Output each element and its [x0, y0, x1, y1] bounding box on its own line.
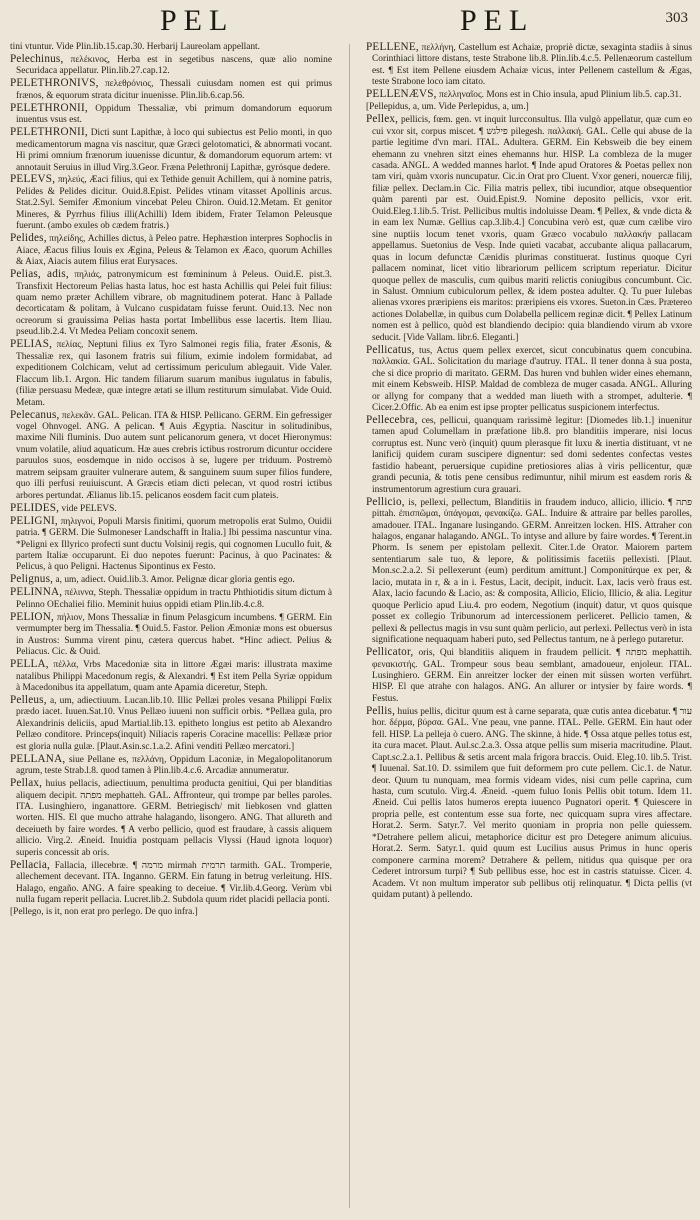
- entry-headword: PELLENE,: [366, 42, 419, 53]
- dictionary-entry: [366, 89, 692, 101]
- left-column: [10, 42, 332, 1210]
- running-header: [0, 4, 700, 38]
- entry-headword: Pelechinus,: [10, 52, 64, 65]
- dictionary-entry: [10, 339, 332, 409]
- dictionary-entry: [366, 497, 692, 647]
- dictionary-entry: [10, 54, 332, 78]
- entry-text: πηλεύς, Æaci filius, qui ex Tethide genuit Achillem, qui à nomine patris, Pelides & Pelides dicitur. Ouid.8.Epist. Pelides vtinam vitasset Apollinis arcus. Stat.2.Syl. Semifer Æmonium vincebat Peleu Chiron. Ouid.12.Metam. Et genitor Mineres, & Pyrrhus filius illi(Achilli) Idem ibidem, Frater Telamon Peleusque fuerunt. (ambo exules ob cædem fratris.): [16, 175, 332, 232]
- entry-headword: Pelleus,: [10, 693, 47, 706]
- entry-text: Fallacia, illecebræ. ¶ מרמה mirmah תרמית tarmith. GAL. Tromperie, allechement decevant. ITA. Inganno. GERM. Ein fatung in betrug verleitung. HIS. Halago, engaño. ANG. A faire speaking to deceiue. ¶ Vir.lib.4.Georg. Verùm vbi nulla fugam reperit pellacia. Lucret.lib.2. Subdola quum ridet placidi pellacia ponti.: [16, 860, 332, 906]
- entry-text: tus, Actus quem pellex exercet, sicut concubinatus quem concubina. παλλακία. GAL. Solicitation du mariage d'autruy. ITAL. Il tener donna à sua posta, che si dice proprio di maritato. GERM. Das huren vnd buhlen wider eines ehemann, mit einem Kebsweib. HISP. Maldad de combleza de muger casada. ANGL. Alluring or allyng for company that a wedded man liueth with a strompet, adulterie. ¶ Cicer.2.Offic. Ab ea enim est ipse propter pellicatus suspicionem interfectus.: [372, 345, 692, 414]
- column-divider: [349, 44, 350, 1208]
- entry-text: Dicti sunt Lapithæ, à loco qui subiectus est Pelio monti, in quo medicamentorum magna vis nascitur, quæ Græci gelotomatici, & abnormati vocant. Hi primi omnium frænorum iuuenisse dicuntur, & domandorum equorum artem: vt annotauit Seruius in illud Virg.3.Geor. Fræna Pelethronij Lapithæ, gyrósque dedere.: [16, 128, 332, 173]
- entry-text: is, pellexi, pellectum, Blanditiis in fraudem induco, allicio, illicio. ¶ פתה pittah. ἐπισπῶμαι, ὑπάγομαι, φενακίζω. GAL. Induire & attraire par belles parolles, amadouer. ITAL. Inganare lusingando. GERM. Anreitzen locken. HIS. Attraher con halagos, enganar halagando. ANGL. To intyse and allure by faire wordes. ¶ Terent.in Phorm. Is senem per epistolam pellexit. Citer.1.de Orator. Maiorem partem sententiarum sale tuo, & lepore, & politissimis facetiis pellexisti. [Plaut. Mon.sc.2.a.2. Si pellexerunt (eum) perditum amittunt.] Componitúrque ex per, & lacio, mutata in r, & a in i. Festus, Lacit, decipit, inducit. Lax, lacis verò fraus est. Alax, lacio facundo & Lacio, as: & composita, Allicio, Elicio, Illicio, & alia. Legitur quoque Perlicio apud Liu.4. pro eodem, Negotium (inquit) datur, vt quos quisque posset ex collegio Tribunorum ad intercessionem perliceret. Pellicio tamen, & pellexi & pellectus magis in vsu sunt quàm perlicio, aut perlexi. Pellectus verò in ista significatione nequaquam haberi puto, sed Pellectus tantum, ne à perlego putaretur.: [372, 497, 692, 646]
- entry-text: πελληναῖος. Mons est in Chio insula, apud Plinium lib.5. cap.31.: [439, 90, 682, 101]
- entry-text: πήλιον, Mons Thessaliæ in finum Pelasgicum incumbens. ¶ GERM. Ein vermumpter berg im Thessalia. ¶ Ouid.5. Fastor. Pelion Æmoniæ mons est obuersus in Austros: Summa virent pinu, cætera quercus habet. *Hinc adiect. Pelius & Peliacus. Cic. & Ouid.: [16, 612, 332, 658]
- entry-text: πελέκινος, Herba est in segetibus nascens, quæ alio nomine Securidaca appellatur. Plin.lib.27.cap.12.: [16, 54, 332, 77]
- entry-headword: Pelias, adis,: [10, 268, 69, 281]
- entry-headword: PELETHRONIVS,: [10, 77, 99, 90]
- entry-headword: PELLENÆVS,: [366, 88, 437, 101]
- dictionary-entry: [366, 114, 692, 344]
- entry-text: tini vtuntur. Vide Plin.lib.15.cap.30. Herbarij Laureolam appellant.: [10, 42, 260, 52]
- dictionary-entry: [10, 174, 332, 232]
- dictionary-entry: [10, 587, 332, 611]
- entry-headword: PELETHRONII,: [10, 101, 88, 114]
- entry-text: huius pellacis, adiectiuum, penultima producta genitiui, Qui per blanditias aliquem decipit. מפתה mephatteh. GAL. Affronteur, qui trompe par belles paroles. ITA. Lusinghiero, inganattore. GERM. Betriegisch/ mit liebkosen vnd glatten worten. HIS. El que mucho attrahe halagando, lisongero. ANG. That allureth and deceiueth by faire wordes. ¶ A verbo pellicio, quod est fraudare, à cassis aliquem allicio. Virg.2. Æneid. Inuidia postquam pellacis Vlyssi (Haud ignota loquor) superis concessit ab oris.: [16, 779, 332, 858]
- dictionary-entry: [10, 503, 332, 515]
- entry-text: vide PELEVS.: [61, 503, 117, 514]
- entry-text: siue Pellane es, πελλάνη, Oppidum Laconiæ, in Megalopolitanorum agrum, teste Strab.l.8. quod tamen à Plin.lib.4.c.6. Arcadiæ annumeratur.: [16, 754, 332, 777]
- dictionary-entry: [366, 706, 692, 902]
- dictionary-entry: [10, 659, 332, 694]
- dictionary-entry: [10, 778, 332, 859]
- dictionary-entry: [10, 574, 332, 586]
- dictionary-entry: [10, 78, 332, 102]
- entry-text: πέλλα, Vrbs Macedoniæ sita in littore Ægæi maris: illustrata maxime natalibus Philippi Macedonum regis, & Alexandri. ¶ Est item Pella Syriæ oppidum à Macedonibus ita appellatum, quam ante Apamia diceretur, Steph.: [16, 660, 332, 693]
- entry-text: πελλήνη, Castellum est Achaiæ, propriè dictæ, sexaginta stadiis à sinus Corinthiaci littore distans, teste Strabone lib.8. Plin.lib.4.c.5. Pellenæorum castellum est. ¶ Est item Pellene eiusdem Achaiæ vicus, inter Pellenem castellum & Ægas, teste Strabone loco iam citato.: [372, 43, 692, 88]
- dictionary-entry: [366, 647, 692, 705]
- dictionary-entry: [366, 42, 692, 89]
- entry-headword: PELIAS,: [10, 338, 53, 351]
- entry-text: [Pellepidus, a, um. Vide Perlepidus, a, um.]: [366, 102, 529, 113]
- dictionary-entry: [10, 695, 332, 753]
- entry-text: πελίας, Neptuni filius ex Tyro Salmonei regis filia, frater Æsonis, & Thessaliæ rex, qui Iasonem fratris sui filium, eximie indolem formidabat, ad expeditionem Colchicam, velut ad certissimum periculum ablegauit. Vide Valer. Flaccum lib.1. Argon. Hic tandem filiarum suarum manibus iugulatus in fabulis, (filiæ persuasu Medeæ, quæ integre ætati se illum restiturum simulabat. Vide Ouid. Metam.: [16, 340, 332, 408]
- dictionary-entry: [10, 860, 332, 907]
- entry-text: πελεθρόνιος, Thessali cuiusdam nomen est qui primus frænos, & equorum strata dicitur inuenisse. Plin.lib.6.cap.56.: [16, 79, 332, 101]
- dictionary-entry: [10, 233, 332, 268]
- page-number: 303: [665, 10, 688, 26]
- entry-text: pellicis, fœm. gen. vt inquit lurcconsultus. Illa vulgò appellatur, quæ cum eo cui vxor sit, corpus miscet. ¶ פילגש pilegesh. παλλακή. GAL. Celle qui abuse de la partie legitime d'vn mari. ITAL. Adultera. GERM. Ein Kebsweib die bey einem ehemann zu vnehren sitzt eines ehemanns hur. HISP. La combleza de la muger casada. ANGL. A wedded mannes harlot. ¶ Inde apud Oratores & Poetas pellex non tam viri, quàm vxoris nuncupatur. Cic.in Orat pro Cluent. Vxor generi, nouercæ filij, filiæ pellex. Declam.in Cic. Filia matris pellex, tibi iucundior, atque obsequentior quàm parenti par est. Ouid.Epist.9. Nomine deposito pellicis, vxor erit. Ouid.Eleg.1.lib.5. Trist. Pellicibus multis indoluisse Deam. ¶ Pellex, & vnde dicta & in eam lex Numæ. Gellius cap.3.lib.4.] Concubina verò est, quæ cum cælibe viro sine nuptiis locum tenet vxoris, quam Græco vocabulo παλλακήν pallacam appellamus. Suetonius de Vesp. Inde quieti vacabat, accubante aliqua pallacarum, quas in locum defunctæ Cænidis plurimas constituerat. Iustinus quoque Cyri pallacem nominat, licet vitio librariorum pellicem scriptum reperiatur. Dicitur quoque pellex de masculis, cum quibus mariti relictis coniugibus concumbunt. Cic. in Salust. Omnium cubiculorum pellex, & idem postea adulter. Q. Tu puer Iulebas alienas vxores præripiens eis maritos: præripiens eis vxores. Sueton.in Cæs. Prætereo actiones Dolabellæ, in quibus cum Dolabella pellicem reginæ dicit. ¶ Pellex Latinum nomen est à pellico, quòd est blandiendo decipio: quia blandiendo virum ab vxore seducit. [Vide Vallam. libr.6. Eleganti.]: [372, 115, 692, 343]
- entry-text: πηλείδης, Achilles dictus, à Peleo patre. Hephæstion interpres Sophoclis in Aiace, Æacus filius Iouis ex Ægina, Peleus & Telamon ex Æaco, quorum Achilles & Aiax, Aiacis autem filius erat Eurysaces.: [16, 234, 332, 268]
- dictionary-entry: [10, 269, 332, 339]
- entry-headword: Pellicator,: [366, 646, 414, 659]
- right-column: [366, 42, 692, 1210]
- dictionary-entry: [10, 103, 332, 127]
- entry-text: a, um, adiect. Ouid.lib.3. Amor. Pelignæ dicar gloria gentis ego.: [55, 575, 295, 586]
- entry-headword: PELEVS,: [10, 173, 56, 186]
- entry-headword: Pellex,: [366, 113, 399, 126]
- entry-headword: PELIGNI,: [10, 514, 58, 527]
- dictionary-entry: [366, 345, 692, 415]
- entry-headword: PELION,: [10, 610, 54, 623]
- entry-headword: Pelignus,: [10, 573, 54, 586]
- entry-text: oris, Qui blanditiis aliquem in fraudem pellicit. ¶ מפתה mephattih. φενακιστής. GAL. Trompeur sous beau semblant, amadoueur, enjoleur. ITAL. Lusinghiero. GERM. Ein anreitzer locker der einen mit süssen worten verführt. HISP. El que atrahe con halagos. ANG. An allurer or intysier by faire words. ¶ Festus.: [372, 648, 692, 704]
- dictionary-entry: [10, 754, 332, 778]
- entry-headword: Pellicatus,: [366, 343, 415, 356]
- dictionary-entry: [10, 907, 332, 918]
- entry-headword: Pellicio,: [366, 495, 405, 508]
- dictionary-entry: [366, 102, 692, 113]
- dictionary-entry: [10, 42, 332, 53]
- entry-headword: Pelecanus,: [10, 408, 60, 421]
- entry-headword: PELETHRONII,: [10, 126, 88, 139]
- dictionary-entry: [10, 612, 332, 659]
- entry-headword: Pellecebra,: [366, 414, 418, 426]
- dictionary-entry: [10, 410, 332, 503]
- entry-headword: Pellax,: [10, 777, 43, 790]
- entry-text: ces, pellicui, quanquam rarissimè legitur: [Diomedes lib.1.] inuenitur tamen apud Columellam in præfatione lib.8. pro blanditiis imperare, nisi locus corruptus est. Nunc verò (inquit) quum plerasque fit luxu & inertia distituant, vt ne lanificij quidem curam suscipere dignentur: sed domi sedentes confectas vestes fastidio habeant, peruersique cupidine pretiosiores alias à viris pellicentur, quæ grandi pecunia, & totis pene censibus redimuntur, nihil mirum est easdem roris & instrumentorum agrestium cura grauari.: [372, 416, 692, 495]
- entry-text: πηλιάς, patronymicum est fœmininum à Peleus. Ouid.E. pist.3. Transfixit Hectoreum Pelias hasta latus, hoc est hasta Achillis qui Pelei fuit filius: quam nemo præter Achillem vibrare, ob magnitudinem poterat. Hanc à Pallade decorticatam & politam, à Vulcano cuspidatam fuisse ferunt. Ouid.13. Nec non ocreorum si grauissima Pelias hasta portat Imbellibus esse lacertis. Item Iliau. pseud.lib.2.4. Vt Medea Peliam concoxit senem.: [16, 270, 332, 338]
- dictionary-entry: [10, 516, 332, 574]
- entry-text: a, um, adiectiuum. Lucan.lib.10. Illic Pellæi proles vesana Philippi Fœlix prædo iacet. Iuuen.Sat.10. Vnus Pellæo iuueni non sufficit orbis. *Pellæa gula, pro Alexandrinis deliciis, apud Martial.lib.13. epitheto longius est petito ab Alexandro Pellæo conditore. Princeps(inquit) Niliacis raperis Coracine macellis: Pellææ prior est gloria nulla gulæ. [Plaut.Asin.sc.1.a.2. Afini venditi Pellæo mercatori.]: [16, 695, 332, 752]
- header-left-word: PEL: [160, 4, 235, 37]
- entry-headword: PELLANA,: [10, 752, 66, 765]
- entry-text: πέλιννα, Steph. Thessaliæ oppidum in tractu Phthiotidis situm dictum à Pelinno OEchaliei filio. Meminit huius oppidi etiam Plin.lib.4.c.8.: [16, 588, 332, 610]
- entry-text: πελεκᾶν. GAL. Pelican. ITA & HISP. Pellicano. GERM. Ein gefressiger vogel Ohnvogel. ANG. A pelican. ¶ Auis Ægyptia. Nascitur in solitudinibus, maxime Nili fluminis. Duo autem sunt pelicanorum genera, vt docet Hieronymus: vnum volatile, aliud aquaticum. Hæ aues crebris ictibus rostrorum dicuntur occidere paruulos suos, eosdemque in nido occisos à se, lugere per triduum. Postremò matrem seipsam grauiter vulnerare autem, & sanguinem suum super filios fundere, quo illi perfusi reuiuiscunt. A Græcis etiam dicti pelecan, vt quod rostri ictibus arbores pertundat. Ælianus lib.15. pelicanos eosdem facit cum plateis.: [16, 410, 332, 501]
- entry-headword: Pelides,: [10, 232, 47, 245]
- entry-text: Oppidum Thessaliæ, vbi primum domandorum equorum inuentus vsus est.: [16, 103, 332, 126]
- dictionary-entry: [10, 127, 332, 174]
- entry-text: πηλιγνοί, Populi Marsis finitimi, quorum metropolis erat Sulmo, Ouidii patria. ¶ GERM. Die Sulmoneser Landschafft in Italia.] Ibi pessima nascuntur vina. *Peligni ex Illyrico profecti sunt ductu Volsinij regis, qui cognomen Lucullo fuit, & partem Italiæ occuparunt. Ei duo nepotes fuerunt: Pacinus, à quo Pacinates: & Pelicus, à quo Peligni. Hactenus Sipontinus ex Festo.: [16, 516, 332, 573]
- entry-text: huius pellis, dicitur quum est à carne separata, quæ cutis antea dicebatur. ¶ עור hor. δέρμα, βύρσα. GAL. Vne peau, vne panne. ITAL. Pelle. GERM. Ein haut oder fell. HISP. La pelleja ò cuero. ANG. The skinne, à hide. ¶ Ossa atque pelles totus est, ita cura macet. Plaut. Aul.sc.2.a.3. Ossa atque pellis sum miseria macritudine. Plaut. Capt.sc.2.a.1. Pellibus & setis arcent mala frigora braccis. Ouid. Eleg.10. lib.5. Trist. ¶ Iuuenal. Sat.10. D. ssimilem que fuit deformem pro cute pellem. Cic.1. de Natur. deor. Quum tu nunquam, mea formis videam vides, nisi cum pelle caprina, cum hasta, cum scutulo. Virg.4. Æneid. -quem fuluo Ionis Pellis obit totum. Idem 11. Æneid. Cui pellis latos humeros erepta iuuenco Pugnatori operit. ¶ Quiescere in propria pelle, est contentum esse sua forte, nec quicquam supra vires affectare. Horat.2. Serm. Satyr.7. Vel merito quoniam in propria non pelle quiessem. *Detrahere pellem alicui, metaphorice dicitur est pro Detegere animum alicuius. Horat.2. Serm. Satyr.1. quid quum est Lucilius ausus Primus in hunc operis componere carmina morem? Detrahere & pellem, nitidus qua quisque per ora Cederet introrsum turpi? ¶ Sub pellibus esse, hoc est in castris statuisse. Cicer. 4. Academ. Vt non multum imperator sub pellibus otij relinquatur. ¶ Dicta pellis (vt quidam putant) à pellendo.: [372, 706, 692, 901]
- header-right-word: PEL: [460, 4, 535, 37]
- entry-headword: Pellis,: [366, 704, 396, 717]
- entry-headword: PELLA,: [10, 658, 49, 671]
- dictionary-entry: [366, 415, 692, 496]
- entry-text: [Pellego, is it, non erat pro perlego. De quo infra.]: [10, 907, 198, 918]
- entry-headword: PELINNA,: [10, 586, 63, 599]
- entry-headword: Pellacia,: [10, 858, 51, 871]
- entry-headword: PELIDES,: [10, 501, 60, 514]
